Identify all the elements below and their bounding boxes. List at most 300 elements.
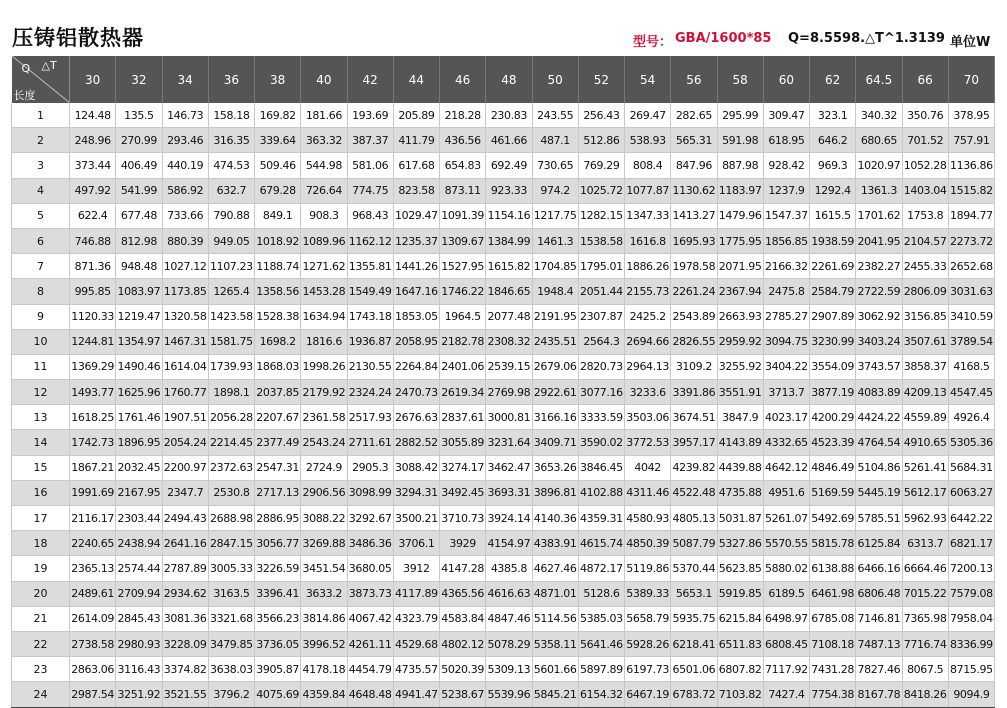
heat-value-cell: 4117.89 bbox=[393, 581, 439, 606]
heat-value-cell: 5658.79 bbox=[625, 606, 671, 631]
heat-value-cell: 3403.24 bbox=[856, 329, 902, 354]
heat-value-cell: 4805.13 bbox=[671, 506, 717, 531]
heat-value-cell: 1753.8 bbox=[902, 203, 948, 228]
heat-value-cell: 1739.93 bbox=[208, 354, 254, 379]
heat-value-cell: 774.75 bbox=[347, 178, 393, 203]
row-length-cell: 23 bbox=[12, 657, 70, 682]
table-row bbox=[12, 228, 995, 253]
heat-value-cell: 3451.54 bbox=[301, 556, 347, 581]
heat-value-cell: 373.44 bbox=[70, 153, 116, 178]
table-row bbox=[12, 153, 995, 178]
row-length-cell: 16 bbox=[12, 480, 70, 505]
heat-value-cell: 1320.58 bbox=[162, 304, 208, 329]
heat-value-cell: 2032.45 bbox=[116, 455, 162, 480]
heat-value-cell: 5358.11 bbox=[532, 631, 578, 656]
heat-value-cell: 406.49 bbox=[116, 153, 162, 178]
heat-value-cell: 2905.3 bbox=[347, 455, 393, 480]
heat-value-cell: 1384.99 bbox=[486, 228, 532, 253]
heat-value-cell: 887.98 bbox=[717, 153, 763, 178]
table-row bbox=[12, 506, 995, 531]
heat-value-cell: 4529.68 bbox=[393, 631, 439, 656]
heat-value-cell: 849.1 bbox=[255, 203, 301, 228]
heat-value-cell: 7200.13 bbox=[948, 556, 994, 581]
heat-value-cell: 2806.09 bbox=[902, 279, 948, 304]
heat-value-cell: 1018.92 bbox=[255, 228, 301, 253]
heat-value-cell: 3846.45 bbox=[578, 455, 624, 480]
heat-value-cell: 5238.67 bbox=[440, 682, 486, 707]
heat-value-cell: 1615.5 bbox=[810, 203, 856, 228]
heat-value-cell: 4075.69 bbox=[255, 682, 301, 707]
heat-value-cell: 1403.04 bbox=[902, 178, 948, 203]
table-body bbox=[12, 103, 995, 707]
row-length-cell: 10 bbox=[12, 329, 70, 354]
table-row bbox=[12, 178, 995, 203]
heat-value-cell: 2769.98 bbox=[486, 380, 532, 405]
heat-value-cell: 5389.33 bbox=[625, 581, 671, 606]
heat-value-cell: 6154.32 bbox=[578, 682, 624, 707]
heat-value-cell: 4178.18 bbox=[301, 657, 347, 682]
heat-value-cell: 3486.36 bbox=[347, 531, 393, 556]
heat-value-cell: 2964.13 bbox=[625, 354, 671, 379]
heat-value-cell: 7958.04 bbox=[948, 606, 994, 631]
heat-value-cell: 622.4 bbox=[70, 203, 116, 228]
heat-value-cell: 2987.54 bbox=[70, 682, 116, 707]
heat-value-cell: 4802.12 bbox=[440, 631, 486, 656]
heat-value-cell: 6498.97 bbox=[763, 606, 809, 631]
heat-value-cell: 2179.92 bbox=[301, 380, 347, 405]
heat-value-cell: 6063.27 bbox=[948, 480, 994, 505]
row-length-cell: 19 bbox=[12, 556, 70, 581]
table-row bbox=[12, 657, 995, 682]
heat-value-cell: 2240.65 bbox=[70, 531, 116, 556]
heat-value-cell: 4439.88 bbox=[717, 455, 763, 480]
heat-value-cell: 6442.22 bbox=[948, 506, 994, 531]
heat-value-cell: 2959.92 bbox=[717, 329, 763, 354]
heat-value-cell: 3796.2 bbox=[208, 682, 254, 707]
heat-value-cell: 2041.95 bbox=[856, 228, 902, 253]
heat-value-cell: 581.06 bbox=[347, 153, 393, 178]
heat-value-cell: 2475.8 bbox=[763, 279, 809, 304]
heat-value-cell: 1743.18 bbox=[347, 304, 393, 329]
heat-value-cell: 3116.43 bbox=[116, 657, 162, 682]
heat-value-cell: 2826.55 bbox=[671, 329, 717, 354]
row-length-cell: 6 bbox=[12, 228, 70, 253]
heat-value-cell: 1237.9 bbox=[763, 178, 809, 203]
heat-value-cell: 5962.93 bbox=[902, 506, 948, 531]
heat-value-cell: 2785.27 bbox=[763, 304, 809, 329]
heat-value-cell: 3674.51 bbox=[671, 405, 717, 430]
heat-value-cell: 1020.97 bbox=[856, 153, 902, 178]
heat-value-cell: 4910.65 bbox=[902, 430, 948, 455]
table-corner-cell bbox=[12, 56, 70, 103]
heat-value-cell: 218.28 bbox=[440, 103, 486, 128]
heat-value-cell: 5653.1 bbox=[671, 581, 717, 606]
heat-value-cell: 256.43 bbox=[578, 103, 624, 128]
row-length-cell: 15 bbox=[12, 455, 70, 480]
heat-value-cell: 1896.95 bbox=[116, 430, 162, 455]
heat-value-cell: 5309.13 bbox=[486, 657, 532, 682]
column-header-delta-t: 62 bbox=[810, 56, 856, 103]
heat-value-cell: 7716.74 bbox=[902, 631, 948, 656]
heat-value-cell: 2455.33 bbox=[902, 254, 948, 279]
heat-value-cell: 1493.77 bbox=[70, 380, 116, 405]
heat-value-cell: 4359.84 bbox=[301, 682, 347, 707]
table-row bbox=[12, 631, 995, 656]
heat-value-cell: 948.48 bbox=[116, 254, 162, 279]
heat-value-cell: 5327.86 bbox=[717, 531, 763, 556]
heat-value-cell: 4941.47 bbox=[393, 682, 439, 707]
heat-value-cell: 1515.82 bbox=[948, 178, 994, 203]
heat-value-cell: 1089.96 bbox=[301, 228, 347, 253]
heat-value-cell: 617.68 bbox=[393, 153, 439, 178]
heat-value-cell: 4764.54 bbox=[856, 430, 902, 455]
row-length-cell: 13 bbox=[12, 405, 70, 430]
heat-value-cell: 4583.84 bbox=[440, 606, 486, 631]
heat-value-cell: 1309.67 bbox=[440, 228, 486, 253]
heat-value-cell: 1886.26 bbox=[625, 254, 671, 279]
heat-value-cell: 2071.95 bbox=[717, 254, 763, 279]
table-row bbox=[12, 304, 995, 329]
heat-value-cell: 2543.89 bbox=[671, 304, 717, 329]
heat-value-cell: 6461.98 bbox=[810, 581, 856, 606]
column-header-delta-t: 54 bbox=[625, 56, 671, 103]
heat-value-cell: 3274.17 bbox=[440, 455, 486, 480]
heat-value-cell: 5385.03 bbox=[578, 606, 624, 631]
heat-value-cell: 7015.22 bbox=[902, 581, 948, 606]
heat-value-cell: 2922.61 bbox=[532, 380, 578, 405]
heat-value-cell: 4850.39 bbox=[625, 531, 671, 556]
heat-value-cell: 5897.89 bbox=[578, 657, 624, 682]
heat-value-cell: 7487.13 bbox=[856, 631, 902, 656]
heat-value-cell: 769.29 bbox=[578, 153, 624, 178]
heat-value-cell: 436.56 bbox=[440, 128, 486, 153]
heat-value-cell: 1938.59 bbox=[810, 228, 856, 253]
heat-value-cell: 812.98 bbox=[116, 228, 162, 253]
heat-value-cell: 181.66 bbox=[301, 103, 347, 128]
heat-value-cell: 654.83 bbox=[440, 153, 486, 178]
heat-value-cell: 4332.65 bbox=[763, 430, 809, 455]
heat-formula: Q=8.5598.△T^1.3139 bbox=[788, 31, 945, 46]
column-header-delta-t: 42 bbox=[347, 56, 393, 103]
heat-value-cell: 6313.7 bbox=[902, 531, 948, 556]
heat-value-cell: 5815.78 bbox=[810, 531, 856, 556]
heat-value-cell: 968.43 bbox=[347, 203, 393, 228]
heat-value-cell: 974.2 bbox=[532, 178, 578, 203]
heat-value-cell: 3873.73 bbox=[347, 581, 393, 606]
heat-value-cell: 4735.88 bbox=[717, 480, 763, 505]
heat-value-cell: 880.39 bbox=[162, 228, 208, 253]
heat-value-cell: 1615.82 bbox=[486, 254, 532, 279]
heat-value-cell: 2787.89 bbox=[162, 556, 208, 581]
heat-value-cell: 538.93 bbox=[625, 128, 671, 153]
heat-value-cell: 3814.86 bbox=[301, 606, 347, 631]
heat-value-cell: 3462.47 bbox=[486, 455, 532, 480]
heat-value-cell: 1188.74 bbox=[255, 254, 301, 279]
heat-value-cell: 2361.58 bbox=[301, 405, 347, 430]
table-row bbox=[12, 531, 995, 556]
heat-value-cell: 1978.58 bbox=[671, 254, 717, 279]
heat-value-cell: 3590.02 bbox=[578, 430, 624, 455]
heat-value-cell: 2863.06 bbox=[70, 657, 116, 682]
heat-value-cell: 6125.84 bbox=[856, 531, 902, 556]
heat-value-cell: 6821.17 bbox=[948, 531, 994, 556]
heat-value-cell: 3292.67 bbox=[347, 506, 393, 531]
heat-value-cell: 2182.78 bbox=[440, 329, 486, 354]
heat-value-cell: 6783.72 bbox=[671, 682, 717, 707]
column-header-delta-t: 48 bbox=[486, 56, 532, 103]
heat-value-cell: 2614.09 bbox=[70, 606, 116, 631]
heat-value-cell: 2438.94 bbox=[116, 531, 162, 556]
heat-value-cell: 1549.49 bbox=[347, 279, 393, 304]
heat-value-cell: 847.96 bbox=[671, 153, 717, 178]
heat-value-cell: 701.52 bbox=[902, 128, 948, 153]
heat-output-table bbox=[11, 56, 995, 708]
heat-value-cell: 591.98 bbox=[717, 128, 763, 153]
heat-value-cell: 3680.05 bbox=[347, 556, 393, 581]
row-length-cell: 7 bbox=[12, 254, 70, 279]
row-length-cell: 22 bbox=[12, 631, 70, 656]
heat-value-cell: 2584.79 bbox=[810, 279, 856, 304]
heat-value-cell: 2365.13 bbox=[70, 556, 116, 581]
heat-value-cell: 323.1 bbox=[810, 103, 856, 128]
heat-value-cell: 1413.27 bbox=[671, 203, 717, 228]
column-header-delta-t: 56 bbox=[671, 56, 717, 103]
heat-value-cell: 1107.23 bbox=[208, 254, 254, 279]
heat-value-cell: 243.55 bbox=[532, 103, 578, 128]
heat-value-cell: 248.96 bbox=[70, 128, 116, 153]
column-header-delta-t: 64.5 bbox=[856, 56, 902, 103]
heat-value-cell: 2261.24 bbox=[671, 279, 717, 304]
heat-value-cell: 1907.51 bbox=[162, 405, 208, 430]
model-label: 型号： bbox=[633, 35, 673, 50]
heat-value-cell: 461.66 bbox=[486, 128, 532, 153]
page-title: 压铸铝散热器 bbox=[12, 26, 144, 50]
heat-value-cell: 378.95 bbox=[948, 103, 994, 128]
heat-value-cell: 7117.92 bbox=[763, 657, 809, 682]
heat-value-cell: 205.89 bbox=[393, 103, 439, 128]
column-header-delta-t: 44 bbox=[393, 56, 439, 103]
heat-value-cell: 3743.57 bbox=[856, 354, 902, 379]
row-length-cell: 14 bbox=[12, 430, 70, 455]
heat-value-cell: 2738.58 bbox=[70, 631, 116, 656]
heat-value-cell: 2347.7 bbox=[162, 480, 208, 505]
table-row bbox=[12, 682, 995, 707]
heat-value-cell: 270.99 bbox=[116, 128, 162, 153]
heat-value-cell: 1441.26 bbox=[393, 254, 439, 279]
table-row bbox=[12, 430, 995, 455]
heat-value-cell: 4067.42 bbox=[347, 606, 393, 631]
heat-value-cell: 5601.66 bbox=[532, 657, 578, 682]
heat-value-cell: 2847.15 bbox=[208, 531, 254, 556]
heat-value-cell: 3056.77 bbox=[255, 531, 301, 556]
heat-value-cell: 808.4 bbox=[625, 153, 671, 178]
heat-value-cell: 2724.9 bbox=[301, 455, 347, 480]
heat-value-cell: 3653.26 bbox=[532, 455, 578, 480]
table-row bbox=[12, 455, 995, 480]
column-header-delta-t: 34 bbox=[162, 56, 208, 103]
heat-value-cell: 4147.28 bbox=[440, 556, 486, 581]
heat-value-cell: 6466.16 bbox=[856, 556, 902, 581]
heat-value-cell: 7579.08 bbox=[948, 581, 994, 606]
heat-value-cell: 1695.93 bbox=[671, 228, 717, 253]
heat-value-cell: 2261.69 bbox=[810, 254, 856, 279]
row-length-cell: 20 bbox=[12, 581, 70, 606]
heat-value-cell: 1527.95 bbox=[440, 254, 486, 279]
heat-value-cell: 363.32 bbox=[301, 128, 347, 153]
heat-value-cell: 1029.47 bbox=[393, 203, 439, 228]
heat-value-cell: 1052.28 bbox=[902, 153, 948, 178]
heat-value-cell: 3109.2 bbox=[671, 354, 717, 379]
heat-value-cell: 541.99 bbox=[116, 178, 162, 203]
heat-value-cell: 6664.46 bbox=[902, 556, 948, 581]
heat-value-cell: 1547.37 bbox=[763, 203, 809, 228]
heat-value-cell: 1423.58 bbox=[208, 304, 254, 329]
heat-value-cell: 5119.86 bbox=[625, 556, 671, 581]
heat-value-cell: 4846.49 bbox=[810, 455, 856, 480]
heat-value-cell: 3294.31 bbox=[393, 480, 439, 505]
heat-value-cell: 4951.6 bbox=[763, 480, 809, 505]
row-length-cell: 17 bbox=[12, 506, 70, 531]
heat-value-cell: 1235.37 bbox=[393, 228, 439, 253]
heat-value-cell: 5261.07 bbox=[763, 506, 809, 531]
heat-value-cell: 544.98 bbox=[301, 153, 347, 178]
heat-value-cell: 2401.06 bbox=[440, 354, 486, 379]
heat-value-cell: 1120.33 bbox=[70, 304, 116, 329]
heat-value-cell: 3503.06 bbox=[625, 405, 671, 430]
heat-value-cell: 3996.52 bbox=[301, 631, 347, 656]
heat-value-cell: 726.64 bbox=[301, 178, 347, 203]
heat-value-cell: 1894.77 bbox=[948, 203, 994, 228]
heat-value-cell: 7365.98 bbox=[902, 606, 948, 631]
heat-value-cell: 679.28 bbox=[255, 178, 301, 203]
heat-value-cell: 3693.31 bbox=[486, 480, 532, 505]
heat-value-cell: 8336.99 bbox=[948, 631, 994, 656]
heat-value-cell: 3500.21 bbox=[393, 506, 439, 531]
heat-value-cell: 4454.79 bbox=[347, 657, 393, 682]
heat-value-cell: 2056.28 bbox=[208, 405, 254, 430]
heat-value-cell: 2547.31 bbox=[255, 455, 301, 480]
heat-value-cell: 2709.94 bbox=[116, 581, 162, 606]
column-header-delta-t: 36 bbox=[208, 56, 254, 103]
heat-value-cell: 1948.4 bbox=[532, 279, 578, 304]
heat-value-cell: 2155.73 bbox=[625, 279, 671, 304]
heat-value-cell: 3031.63 bbox=[948, 279, 994, 304]
heat-value-cell: 4261.11 bbox=[347, 631, 393, 656]
heat-value-cell: 2307.87 bbox=[578, 304, 624, 329]
heat-value-cell: 3233.6 bbox=[625, 380, 671, 405]
heat-value-cell: 949.05 bbox=[208, 228, 254, 253]
heat-value-cell: 2694.66 bbox=[625, 329, 671, 354]
heat-value-cell: 618.95 bbox=[763, 128, 809, 153]
table-row bbox=[12, 254, 995, 279]
column-header-delta-t: 38 bbox=[255, 56, 301, 103]
heat-value-cell: 692.49 bbox=[486, 153, 532, 178]
heat-value-cell: 1991.69 bbox=[70, 480, 116, 505]
heat-value-cell: 1292.4 bbox=[810, 178, 856, 203]
column-header-delta-t: 52 bbox=[578, 56, 624, 103]
heat-value-cell: 2191.95 bbox=[532, 304, 578, 329]
heat-value-cell: 1130.62 bbox=[671, 178, 717, 203]
heat-value-cell: 2470.73 bbox=[393, 380, 439, 405]
heat-value-cell: 4642.12 bbox=[763, 455, 809, 480]
heat-value-cell: 5020.39 bbox=[440, 657, 486, 682]
table-header-row bbox=[12, 56, 995, 103]
heat-value-cell: 9094.9 bbox=[948, 682, 994, 707]
heat-value-cell: 3391.86 bbox=[671, 380, 717, 405]
heat-value-cell: 5261.41 bbox=[902, 455, 948, 480]
heat-value-cell: 7431.28 bbox=[810, 657, 856, 682]
heat-value-cell: 340.32 bbox=[856, 103, 902, 128]
heat-value-cell: 2837.61 bbox=[440, 405, 486, 430]
heat-value-cell: 1077.87 bbox=[625, 178, 671, 203]
heat-value-cell: 124.48 bbox=[70, 103, 116, 128]
heat-value-cell: 2207.67 bbox=[255, 405, 301, 430]
corner-length-label: 长度 bbox=[13, 89, 36, 102]
heat-value-cell: 2264.84 bbox=[393, 354, 439, 379]
heat-value-cell: 5845.21 bbox=[532, 682, 578, 707]
heat-value-cell: 2717.13 bbox=[255, 480, 301, 505]
heat-value-cell: 730.65 bbox=[532, 153, 578, 178]
heat-value-cell: 6511.83 bbox=[717, 631, 763, 656]
heat-value-cell: 4424.22 bbox=[856, 405, 902, 430]
heat-value-cell: 2663.93 bbox=[717, 304, 763, 329]
heat-value-cell: 4323.79 bbox=[393, 606, 439, 631]
heat-value-cell: 586.92 bbox=[162, 178, 208, 203]
row-length-cell: 2 bbox=[12, 128, 70, 153]
heat-value-cell: 923.33 bbox=[486, 178, 532, 203]
heat-value-cell: 4383.91 bbox=[532, 531, 578, 556]
row-length-cell: 4 bbox=[12, 178, 70, 203]
heat-value-cell: 1760.77 bbox=[162, 380, 208, 405]
heat-value-cell: 3230.99 bbox=[810, 329, 856, 354]
heat-value-cell: 1219.47 bbox=[116, 304, 162, 329]
heat-value-cell: 282.65 bbox=[671, 103, 717, 128]
heat-value-cell: 1347.33 bbox=[625, 203, 671, 228]
heat-value-cell: 3896.81 bbox=[532, 480, 578, 505]
heat-value-cell: 5370.44 bbox=[671, 556, 717, 581]
heat-value-cell: 2054.24 bbox=[162, 430, 208, 455]
heat-value-cell: 5570.55 bbox=[763, 531, 809, 556]
heat-value-cell: 411.79 bbox=[393, 128, 439, 153]
heat-value-cell: 3005.33 bbox=[208, 556, 254, 581]
heat-value-cell: 2564.3 bbox=[578, 329, 624, 354]
heat-value-cell: 2303.44 bbox=[116, 506, 162, 531]
heat-value-cell: 1701.62 bbox=[856, 203, 902, 228]
heat-value-cell: 8715.95 bbox=[948, 657, 994, 682]
heat-value-cell: 4359.31 bbox=[578, 506, 624, 531]
heat-value-cell: 2489.61 bbox=[70, 581, 116, 606]
heat-value-cell: 2652.68 bbox=[948, 254, 994, 279]
heat-value-cell: 3374.82 bbox=[162, 657, 208, 682]
heat-value-cell: 995.85 bbox=[70, 279, 116, 304]
heat-value-cell: 295.99 bbox=[717, 103, 763, 128]
heat-value-cell: 4154.97 bbox=[486, 531, 532, 556]
heat-value-cell: 3492.45 bbox=[440, 480, 486, 505]
heat-value-cell: 8418.26 bbox=[902, 682, 948, 707]
heat-value-cell: 2425.2 bbox=[625, 304, 671, 329]
row-length-cell: 3 bbox=[12, 153, 70, 178]
heat-value-cell: 3772.53 bbox=[625, 430, 671, 455]
table-row bbox=[12, 581, 995, 606]
heat-value-cell: 3858.37 bbox=[902, 354, 948, 379]
heat-value-cell: 823.58 bbox=[393, 178, 439, 203]
heat-value-cell: 2214.45 bbox=[208, 430, 254, 455]
table-row bbox=[12, 279, 995, 304]
heat-value-cell: 169.82 bbox=[255, 103, 301, 128]
heat-value-cell: 4168.5 bbox=[948, 354, 994, 379]
heat-value-cell: 3000.81 bbox=[486, 405, 532, 430]
heat-value-cell: 3088.42 bbox=[393, 455, 439, 480]
